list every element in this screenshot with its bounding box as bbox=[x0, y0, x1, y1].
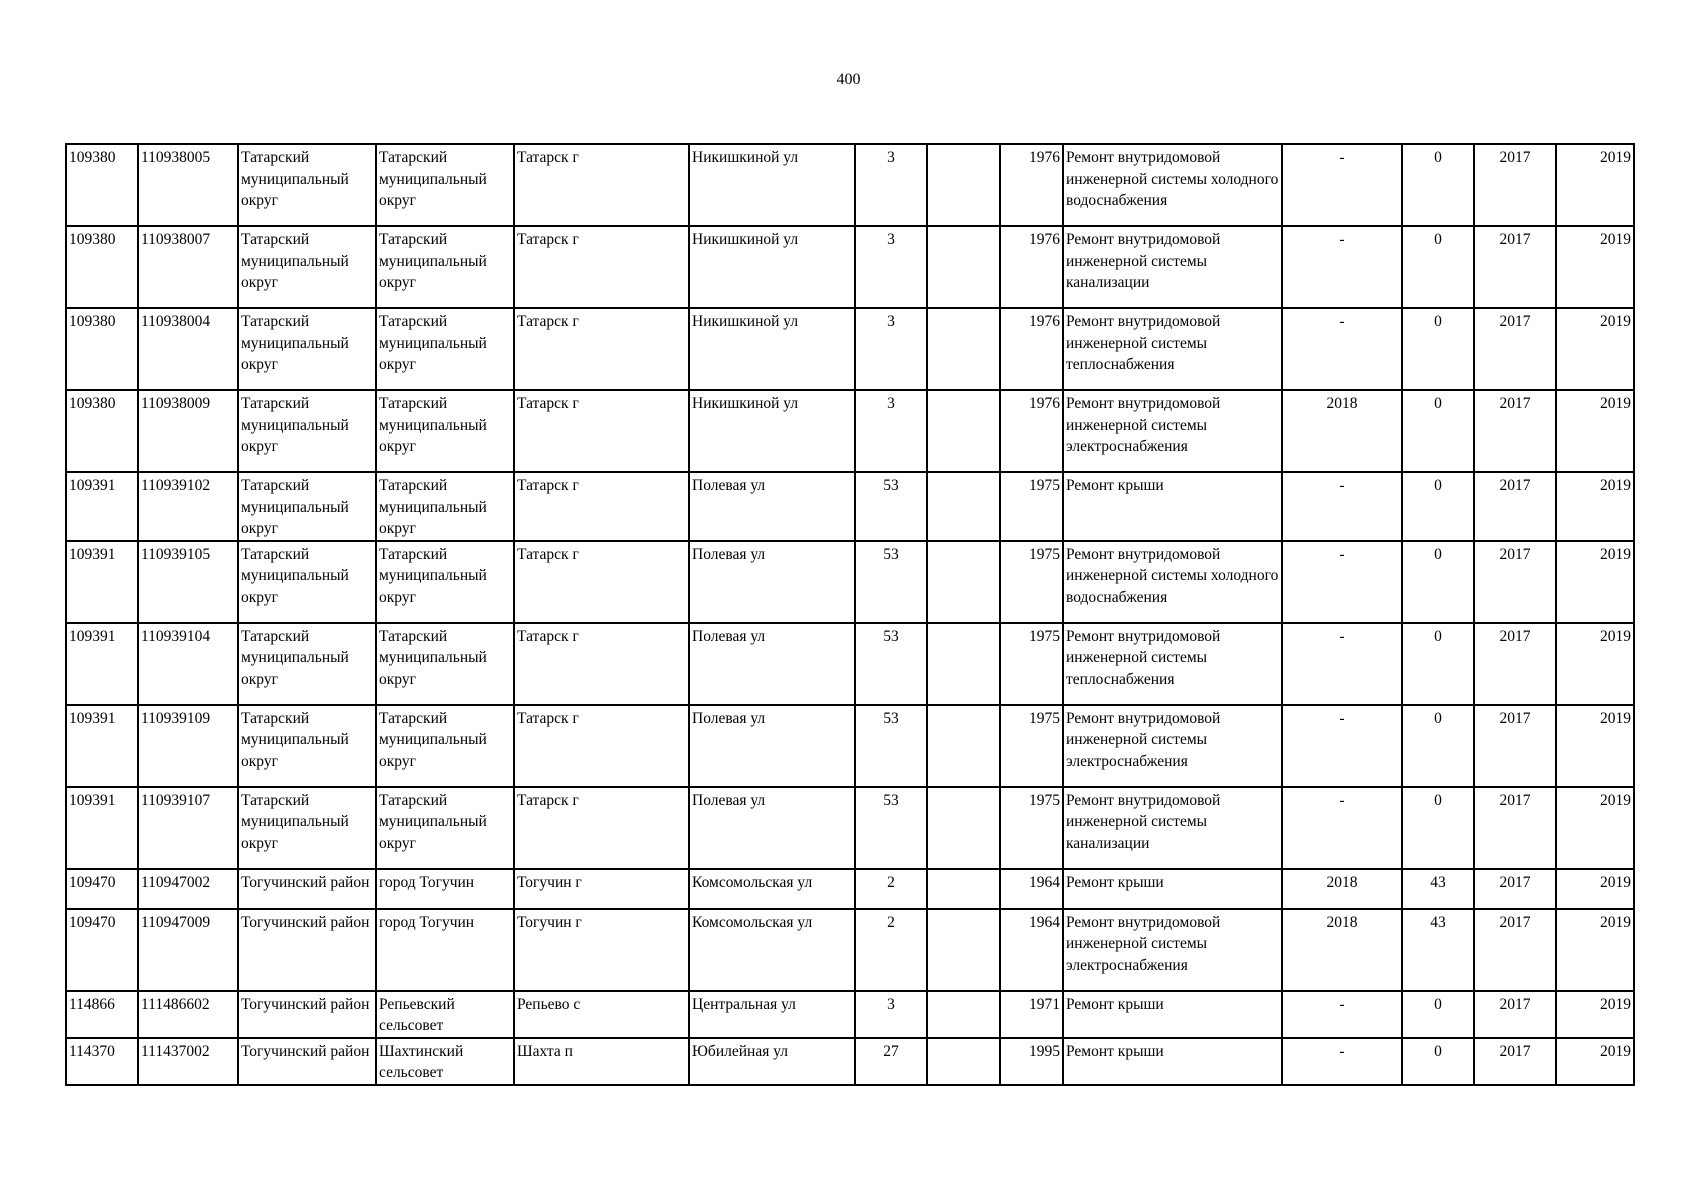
cell-planned-year: 2018 bbox=[1282, 390, 1402, 472]
cell-settlement: Татарск г bbox=[514, 390, 689, 472]
cell-work-type: Ремонт крыши bbox=[1063, 991, 1282, 1038]
cell-start-year: 2017 bbox=[1474, 705, 1556, 787]
cell-start-year: 2017 bbox=[1474, 787, 1556, 869]
cell-end-year: 2019 bbox=[1556, 869, 1634, 909]
cell-planned-year: - bbox=[1282, 705, 1402, 787]
cell-planned-year: - bbox=[1282, 308, 1402, 390]
cell-municipality: город Тогучин bbox=[376, 909, 514, 991]
cell-municipality: город Тогучин bbox=[376, 869, 514, 909]
cell-house-number: 53 bbox=[855, 787, 927, 869]
cell-work-type: Ремонт внутридомовой инженерной системы электроснабжения bbox=[1063, 705, 1282, 787]
cell-planned-year: - bbox=[1282, 144, 1402, 226]
cell-cost: 0 bbox=[1402, 390, 1474, 472]
cell-municipal-district: Татарский муниципальный округ bbox=[238, 472, 376, 541]
table-row bbox=[66, 308, 1634, 390]
cell-object-id: 109380 bbox=[66, 144, 138, 226]
cell-building bbox=[927, 909, 1000, 991]
cell-work-type: Ремонт внутридомовой инженерной системы теплоснабжения bbox=[1063, 308, 1282, 390]
cell-year-built: 1975 bbox=[1000, 541, 1063, 623]
cell-municipality: Татарский муниципальный округ bbox=[376, 623, 514, 705]
table-row bbox=[66, 390, 1634, 472]
cell-cost: 0 bbox=[1402, 1038, 1474, 1085]
cell-end-year: 2019 bbox=[1556, 541, 1634, 623]
table-row bbox=[66, 1038, 1634, 1085]
cell-object-id: 109380 bbox=[66, 390, 138, 472]
cell-street: Никишкиной ул bbox=[689, 390, 855, 472]
registry-table bbox=[65, 143, 1635, 1086]
cell-end-year: 2019 bbox=[1556, 226, 1634, 308]
cell-house-number: 53 bbox=[855, 472, 927, 541]
cell-house-number: 3 bbox=[855, 144, 927, 226]
cell-building bbox=[927, 308, 1000, 390]
cell-settlement: Шахта п bbox=[514, 1038, 689, 1085]
cell-planned-year: 2018 bbox=[1282, 909, 1402, 991]
cell-cost: 0 bbox=[1402, 472, 1474, 541]
cell-municipality: Татарский муниципальный округ bbox=[376, 787, 514, 869]
cell-start-year: 2017 bbox=[1474, 144, 1556, 226]
cell-year-built: 1995 bbox=[1000, 1038, 1063, 1085]
cell-municipal-district: Тогучинский район bbox=[238, 1038, 376, 1085]
cell-settlement: Татарск г bbox=[514, 472, 689, 541]
cell-start-year: 2017 bbox=[1474, 1038, 1556, 1085]
cell-settlement: Тогучин г bbox=[514, 909, 689, 991]
cell-house-number: 53 bbox=[855, 705, 927, 787]
cell-year-built: 1976 bbox=[1000, 308, 1063, 390]
cell-house-number: 3 bbox=[855, 308, 927, 390]
cell-municipal-district: Татарский муниципальный округ bbox=[238, 308, 376, 390]
table-row bbox=[66, 869, 1634, 909]
cell-municipality: Татарский муниципальный округ bbox=[376, 705, 514, 787]
cell-municipality: Шахтинский сельсовет bbox=[376, 1038, 514, 1085]
cell-planned-year: - bbox=[1282, 623, 1402, 705]
cell-work-id: 110938005 bbox=[138, 144, 238, 226]
cell-building bbox=[927, 472, 1000, 541]
cell-object-id: 109391 bbox=[66, 705, 138, 787]
cell-work-type: Ремонт крыши bbox=[1063, 472, 1282, 541]
cell-planned-year: - bbox=[1282, 1038, 1402, 1085]
table-row bbox=[66, 787, 1634, 869]
cell-cost: 0 bbox=[1402, 144, 1474, 226]
cell-settlement: Репьево с bbox=[514, 991, 689, 1038]
cell-municipality: Татарский муниципальный округ bbox=[376, 390, 514, 472]
cell-house-number: 53 bbox=[855, 623, 927, 705]
cell-municipal-district: Тогучинский район bbox=[238, 909, 376, 991]
table-row bbox=[66, 144, 1634, 226]
cell-work-type: Ремонт внутридомовой инженерной системы холодного водоснабжения bbox=[1063, 541, 1282, 623]
cell-municipal-district: Татарский муниципальный округ bbox=[238, 705, 376, 787]
cell-building bbox=[927, 541, 1000, 623]
table-row bbox=[66, 909, 1634, 991]
cell-object-id: 109391 bbox=[66, 787, 138, 869]
cell-work-id: 110947002 bbox=[138, 869, 238, 909]
cell-year-built: 1976 bbox=[1000, 226, 1063, 308]
cell-house-number: 53 bbox=[855, 541, 927, 623]
cell-cost: 0 bbox=[1402, 705, 1474, 787]
cell-settlement: Татарск г bbox=[514, 541, 689, 623]
cell-start-year: 2017 bbox=[1474, 869, 1556, 909]
cell-municipal-district: Тогучинский район bbox=[238, 869, 376, 909]
cell-settlement: Татарск г bbox=[514, 308, 689, 390]
cell-street: Полевая ул bbox=[689, 623, 855, 705]
cell-work-id: 110939109 bbox=[138, 705, 238, 787]
cell-municipality: Татарский муниципальный округ bbox=[376, 541, 514, 623]
cell-work-type: Ремонт внутридомовой инженерной системы канализации bbox=[1063, 226, 1282, 308]
cell-work-id: 110939104 bbox=[138, 623, 238, 705]
cell-work-type: Ремонт внутридомовой инженерной системы канализации bbox=[1063, 787, 1282, 869]
cell-settlement: Татарск г bbox=[514, 226, 689, 308]
cell-settlement: Татарск г bbox=[514, 144, 689, 226]
cell-year-built: 1975 bbox=[1000, 787, 1063, 869]
table-row bbox=[66, 541, 1634, 623]
table-row bbox=[66, 623, 1634, 705]
cell-object-id: 109380 bbox=[66, 226, 138, 308]
cell-municipality: Татарский муниципальный округ bbox=[376, 472, 514, 541]
cell-work-id: 110939102 bbox=[138, 472, 238, 541]
cell-house-number: 3 bbox=[855, 226, 927, 308]
cell-year-built: 1971 bbox=[1000, 991, 1063, 1038]
cell-year-built: 1975 bbox=[1000, 472, 1063, 541]
cell-building bbox=[927, 144, 1000, 226]
cell-house-number: 2 bbox=[855, 909, 927, 991]
cell-work-type: Ремонт крыши bbox=[1063, 869, 1282, 909]
cell-planned-year: - bbox=[1282, 541, 1402, 623]
cell-work-type: Ремонт внутридомовой инженерной системы электроснабжения bbox=[1063, 909, 1282, 991]
cell-street: Комсомольская ул bbox=[689, 909, 855, 991]
cell-work-id: 110938007 bbox=[138, 226, 238, 308]
cell-planned-year: 2018 bbox=[1282, 869, 1402, 909]
cell-work-id: 110938009 bbox=[138, 390, 238, 472]
cell-end-year: 2019 bbox=[1556, 787, 1634, 869]
cell-work-id: 110939107 bbox=[138, 787, 238, 869]
cell-end-year: 2019 bbox=[1556, 909, 1634, 991]
cell-building bbox=[927, 390, 1000, 472]
cell-cost: 43 bbox=[1402, 909, 1474, 991]
cell-building bbox=[927, 226, 1000, 308]
cell-building bbox=[927, 869, 1000, 909]
cell-work-type: Ремонт крыши bbox=[1063, 1038, 1282, 1085]
cell-object-id: 109391 bbox=[66, 623, 138, 705]
cell-cost: 43 bbox=[1402, 869, 1474, 909]
cell-cost: 0 bbox=[1402, 623, 1474, 705]
cell-work-id: 110947009 bbox=[138, 909, 238, 991]
cell-street: Никишкиной ул bbox=[689, 308, 855, 390]
cell-end-year: 2019 bbox=[1556, 308, 1634, 390]
cell-building bbox=[927, 1038, 1000, 1085]
cell-municipal-district: Тогучинский район bbox=[238, 991, 376, 1038]
cell-end-year: 2019 bbox=[1556, 472, 1634, 541]
cell-start-year: 2017 bbox=[1474, 623, 1556, 705]
table-body bbox=[66, 144, 1634, 1085]
cell-street: Юбилейная ул bbox=[689, 1038, 855, 1085]
table-row bbox=[66, 705, 1634, 787]
cell-house-number: 27 bbox=[855, 1038, 927, 1085]
cell-building bbox=[927, 705, 1000, 787]
cell-cost: 0 bbox=[1402, 787, 1474, 869]
cell-street: Полевая ул bbox=[689, 472, 855, 541]
cell-settlement: Татарск г bbox=[514, 787, 689, 869]
cell-start-year: 2017 bbox=[1474, 909, 1556, 991]
cell-street: Полевая ул bbox=[689, 541, 855, 623]
cell-municipality: Репьевский сельсовет bbox=[376, 991, 514, 1038]
cell-municipal-district: Татарский муниципальный округ bbox=[238, 390, 376, 472]
cell-work-id: 110938004 bbox=[138, 308, 238, 390]
cell-planned-year: - bbox=[1282, 787, 1402, 869]
cell-end-year: 2019 bbox=[1556, 390, 1634, 472]
table-row bbox=[66, 226, 1634, 308]
cell-object-id: 114866 bbox=[66, 991, 138, 1038]
cell-cost: 0 bbox=[1402, 308, 1474, 390]
cell-municipal-district: Татарский муниципальный округ bbox=[238, 226, 376, 308]
cell-building bbox=[927, 991, 1000, 1038]
cell-end-year: 2019 bbox=[1556, 144, 1634, 226]
cell-work-id: 111486602 bbox=[138, 991, 238, 1038]
cell-start-year: 2017 bbox=[1474, 541, 1556, 623]
cell-year-built: 1964 bbox=[1000, 909, 1063, 991]
cell-street: Полевая ул bbox=[689, 787, 855, 869]
cell-street: Комсомольская ул bbox=[689, 869, 855, 909]
cell-end-year: 2019 bbox=[1556, 705, 1634, 787]
cell-object-id: 109470 bbox=[66, 869, 138, 909]
cell-municipal-district: Татарский муниципальный округ bbox=[238, 623, 376, 705]
cell-municipal-district: Татарский муниципальный округ bbox=[238, 144, 376, 226]
cell-work-type: Ремонт внутридомовой инженерной системы электроснабжения bbox=[1063, 390, 1282, 472]
cell-street: Полевая ул bbox=[689, 705, 855, 787]
cell-end-year: 2019 bbox=[1556, 1038, 1634, 1085]
cell-work-type: Ремонт внутридомовой инженерной системы холодного водоснабжения bbox=[1063, 144, 1282, 226]
cell-year-built: 1976 bbox=[1000, 144, 1063, 226]
cell-street: Никишкиной ул bbox=[689, 226, 855, 308]
cell-street: Никишкиной ул bbox=[689, 144, 855, 226]
cell-municipality: Татарский муниципальный округ bbox=[376, 226, 514, 308]
cell-object-id: 109380 bbox=[66, 308, 138, 390]
cell-start-year: 2017 bbox=[1474, 991, 1556, 1038]
page-number: 400 bbox=[836, 71, 861, 88]
cell-object-id: 114370 bbox=[66, 1038, 138, 1085]
cell-start-year: 2017 bbox=[1474, 472, 1556, 541]
cell-year-built: 1975 bbox=[1000, 623, 1063, 705]
cell-end-year: 2019 bbox=[1556, 991, 1634, 1038]
cell-municipality: Татарский муниципальный округ bbox=[376, 144, 514, 226]
cell-planned-year: - bbox=[1282, 226, 1402, 308]
cell-street: Центральная ул bbox=[689, 991, 855, 1038]
table-row bbox=[66, 472, 1634, 541]
cell-house-number: 3 bbox=[855, 991, 927, 1038]
cell-year-built: 1964 bbox=[1000, 869, 1063, 909]
cell-start-year: 2017 bbox=[1474, 308, 1556, 390]
cell-municipal-district: Татарский муниципальный округ bbox=[238, 541, 376, 623]
cell-object-id: 109470 bbox=[66, 909, 138, 991]
cell-settlement: Тогучин г bbox=[514, 869, 689, 909]
cell-house-number: 3 bbox=[855, 390, 927, 472]
cell-house-number: 2 bbox=[855, 869, 927, 909]
cell-work-id: 110939105 bbox=[138, 541, 238, 623]
cell-municipality: Татарский муниципальный округ bbox=[376, 308, 514, 390]
table-row bbox=[66, 991, 1634, 1038]
cell-building bbox=[927, 623, 1000, 705]
cell-municipal-district: Татарский муниципальный округ bbox=[238, 787, 376, 869]
cell-planned-year: - bbox=[1282, 472, 1402, 541]
cell-year-built: 1975 bbox=[1000, 705, 1063, 787]
cell-cost: 0 bbox=[1402, 541, 1474, 623]
cell-start-year: 2017 bbox=[1474, 390, 1556, 472]
cell-object-id: 109391 bbox=[66, 541, 138, 623]
cell-cost: 0 bbox=[1402, 991, 1474, 1038]
cell-settlement: Татарск г bbox=[514, 623, 689, 705]
cell-planned-year: - bbox=[1282, 991, 1402, 1038]
cell-work-type: Ремонт внутридомовой инженерной системы теплоснабжения bbox=[1063, 623, 1282, 705]
cell-start-year: 2017 bbox=[1474, 226, 1556, 308]
cell-cost: 0 bbox=[1402, 226, 1474, 308]
cell-year-built: 1976 bbox=[1000, 390, 1063, 472]
cell-work-id: 111437002 bbox=[138, 1038, 238, 1085]
cell-end-year: 2019 bbox=[1556, 623, 1634, 705]
cell-building bbox=[927, 787, 1000, 869]
cell-object-id: 109391 bbox=[66, 472, 138, 541]
cell-settlement: Татарск г bbox=[514, 705, 689, 787]
